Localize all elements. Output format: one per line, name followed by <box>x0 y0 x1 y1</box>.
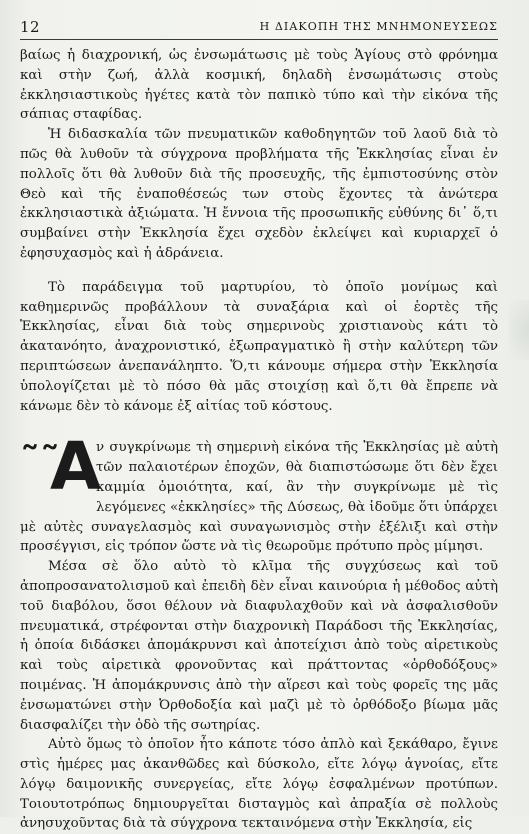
paragraph-5: Μέσα σὲ ὅλο αὐτὸ τὸ κλῖμα τῆς συγχύσεως καὶ τοῦ ἀποπροσανατολισμοῦ καὶ ἐπειδὴ δὲν εἶναι καινούρια ἡ μέθοδος αὐτὴ τοῦ διαβόλου, ὅσοι θέλουν νὰ διαφυλαχθοῦν καὶ νὰ ἀσφαλισθοῦν πνευματικά, στρέφονται στὴν διαχρονικὴ Παράδοσι τῆς Ἐκκλησίας, ἡ ὁποία διδάσκει ἀπομάκρυνσι καὶ ἀποτείχισι ἀπὸ τοὺς αἱρετικοὺς καὶ τοὺς αἱρετικὰ φρονοῦντας καὶ πράττοντας «ὀρθοδόξους» ποιμένας. Ἡ ἀπομάκρυνσις ἀπὸ τὴν αἵρεσι καὶ τοὺς φορεῖς της μᾶς ἐνσωματώνει στὴν Ὀρθοδοξία καὶ μαζὶ μὲ τὸ ὀρθόδοξο βίωμα μᾶς διασφαλίζει τὴν ὁδὸ τῆς σωτηρίας. <box>20 559 498 733</box>
page-header <box>20 16 498 38</box>
paragraph-3: Τὸ παράδειγμα τοῦ μαρτυρίου, τὸ ὁποῖο μονίμως καὶ καθημερινῶς προβάλλουν τὰ συναξάρια καὶ οἱ ἑορτὲς τῆς Ἐκκλησίας, εἶναι διὰ τοὺς σημερινοὺς χριστιανοὺς κάτι τὸ ἀκατανόητο, ἀναχρονιστικό, ἐξωπραγματικὸ ἢ στὴν καλύτερη τῶν περιπτώσεων ἀνεπανάληπτο. Ὅ,τι κάνουμε σήμερα στὴν Ἐκκλησία ὑπολογίζεται μὲ τὸ πόσο θὰ μᾶς στοιχίσῃ καὶ ὅ,τι θὰ ἔπρεπε νὰ κάνωμε δὲν τὸ κάνομε ἐξ αἰτίας τοῦ κόστους. <box>20 279 498 414</box>
paragraph-1: βαίως ἡ διαχρονική, ὡς ἐνσωμάτωσις μὲ τοὺς Ἁγίους στὸ φρόνημα καὶ στὴν ζωή, ἀλλὰ κοσμική, δηλαδὴ ἐνσωμάτωσις στοὺς ἐκκλησιαστικοὺς ἡγέτες κατὰ τὸν παπικὸ τύπο καὶ τὴν εἰκόνα τῆς σάπιας σταφίδας. <box>20 48 498 123</box>
header-rule <box>20 39 498 40</box>
show-through-shadow <box>509 300 529 360</box>
paragraph-2: Ἡ διδασκαλία τῶν πνευματικῶν καθοδηγητῶν τοῦ λαοῦ διὰ τὸ πῶς θὰ λυθοῦν τὰ σύγχρονα προβλήματα τῆς Ἐκκλησίας εἶναι ἐν πολλοῖς ὅτι θὰ λυθοῦν διὰ τῆς προσευχῆς, τῆς ἐμπιστοσύνης στὸν Θεὸ καὶ τῆς ἐναποθέσεώς των στοὺς ἔχοντες τὰ ἀνώτερα ἐκκλησιαστικὰ ἀξιώματα. Ἡ ἔννοια τῆς προσωπικῆς εὐθύνης δι᾽ ὅ,τι συμβαίνει στὴν Ἐκκλησία ἔχει σχεδὸν ἐκλείψει καὶ κυριαρχεῖ ὁ ἐφησυχασμὸς καὶ ἡ ἀδράνεια. <box>20 127 498 261</box>
drop-cap-letter: Α <box>50 428 102 506</box>
page-number: 12 <box>20 18 41 36</box>
section-opening <box>20 428 498 557</box>
paragraph-6: Αὐτὸ ὅμως τὸ ὁποῖον ἦτο κάποτε τόσο ἁπλὸ καὶ ξεκάθαρο, ἔγινε στὶς ἡμέρες μας ἀκανθῶδες καὶ δύσκολο, εἴτε λόγῳ ἀγνοίας, εἴτε λόγῳ δαιμονικῆς συνεργείας, εἴτε λόγῳ ἐσφαλμένων προτύπων. Τοιουτοτρόπως δημιουργεῖται δισταγμὸς καὶ ἀπραξία σὲ πολλοὺς ἀνησυχοῦντας διὰ τὰ σύγχρονα τεκταινόμενα στὴν Ἐκκλησία, εἰς <box>20 737 498 832</box>
paragraph-4: ν συγκρίνωμε τὴ σημερινὴ εἰκόνα τῆς Ἐκκλησίας μὲ αὐτὴ τῶν παλαιοτέρων ἐποχῶν, θὰ διαπιστώσωμε ὅτι δὲν ἔχει καμμία ὁμοιότητα, καί, ἂν τὴν συγκρίνωμε μὲ τὶς λεγόμενες «ἐκκλησίες» τῆς Δύσεως, θὰ ἰδοῦμε ὅτι ὑπάρχει μὲ αὐτὲς συναγελασμὸς καὶ συναγωνισμὸς στὴν ἐξέλιξι καὶ στὴν προσέγγισι, εἰς τρόπον ὥστε νὰ τὶς θεωροῦμε πρότυπο πρὸς μίμησι. <box>20 440 498 555</box>
ornament-quote-icon: ˜˜ <box>20 439 60 486</box>
drop-cap-ornament <box>20 428 102 506</box>
running-head: Η ΔΙΑΚΟΠΗ ΤΗΣ ΜΝΗΜΟΝΕΥΣΕΩΣ <box>259 20 498 33</box>
body-text <box>20 46 498 834</box>
